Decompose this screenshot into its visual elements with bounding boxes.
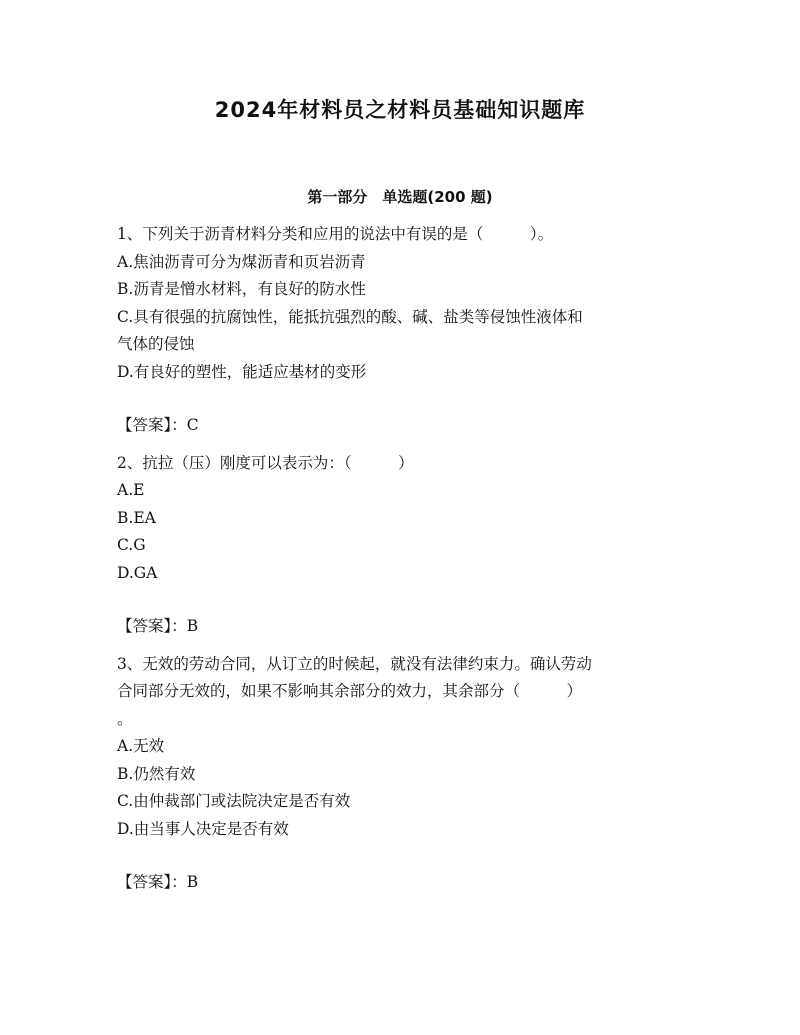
question-stem-line: 。 — [117, 709, 133, 728]
question-list — [117, 221, 677, 907]
answer: 【答案】：C — [117, 416, 199, 434]
option-d: D.GA — [117, 563, 158, 582]
option-b: B.沥青是憎水材料，有良好的防水性 — [117, 280, 366, 298]
question-2 — [117, 450, 677, 641]
option-d: D.有良好的塑性，能适应基材的变形 — [117, 362, 367, 381]
answer: 【答案】：B — [117, 617, 199, 635]
option-a: A.E — [117, 481, 145, 499]
option-c-continuation: 气体的侵蚀 — [117, 335, 195, 353]
section-title: 第一部分 单选题(200 题) — [307, 188, 493, 206]
option-c: C.G — [117, 536, 146, 554]
option-c: C.由仲裁部门或法院决定是否有效 — [117, 792, 351, 810]
question-stem-line: 1、下列关于沥青材料分类和应用的说法中有误的是（ ）。 — [117, 225, 554, 243]
question-stem-line: 合同部分无效的，如果不影响其余部分的效力，其余部分（ ） — [117, 682, 583, 700]
option-d: D.由当事人决定是否有效 — [117, 819, 289, 838]
question-stem-line: 3、无效的劳动合同，从订立的时候起，就没有法律约束力。确认劳动 — [117, 654, 592, 673]
option-a: A.焦油沥青可分为煤沥青和页岩沥青 — [117, 252, 366, 271]
option-b: B.EA — [117, 508, 156, 527]
question-1 — [117, 221, 677, 440]
question-3 — [117, 651, 677, 897]
question-stem-line: 2、抗拉（压）刚度可以表示为：（ ） — [117, 453, 414, 472]
option-a: A.无效 — [117, 737, 165, 755]
option-c: C.具有很强的抗腐蚀性，能抵抗强烈的酸、碱、盐类等侵蚀性液体和 — [117, 307, 583, 326]
option-b: B.仍然有效 — [117, 764, 196, 783]
answer: 【答案】：B — [117, 873, 199, 891]
document-title: 2024年材料员之材料员基础知识题库 — [214, 98, 586, 122]
